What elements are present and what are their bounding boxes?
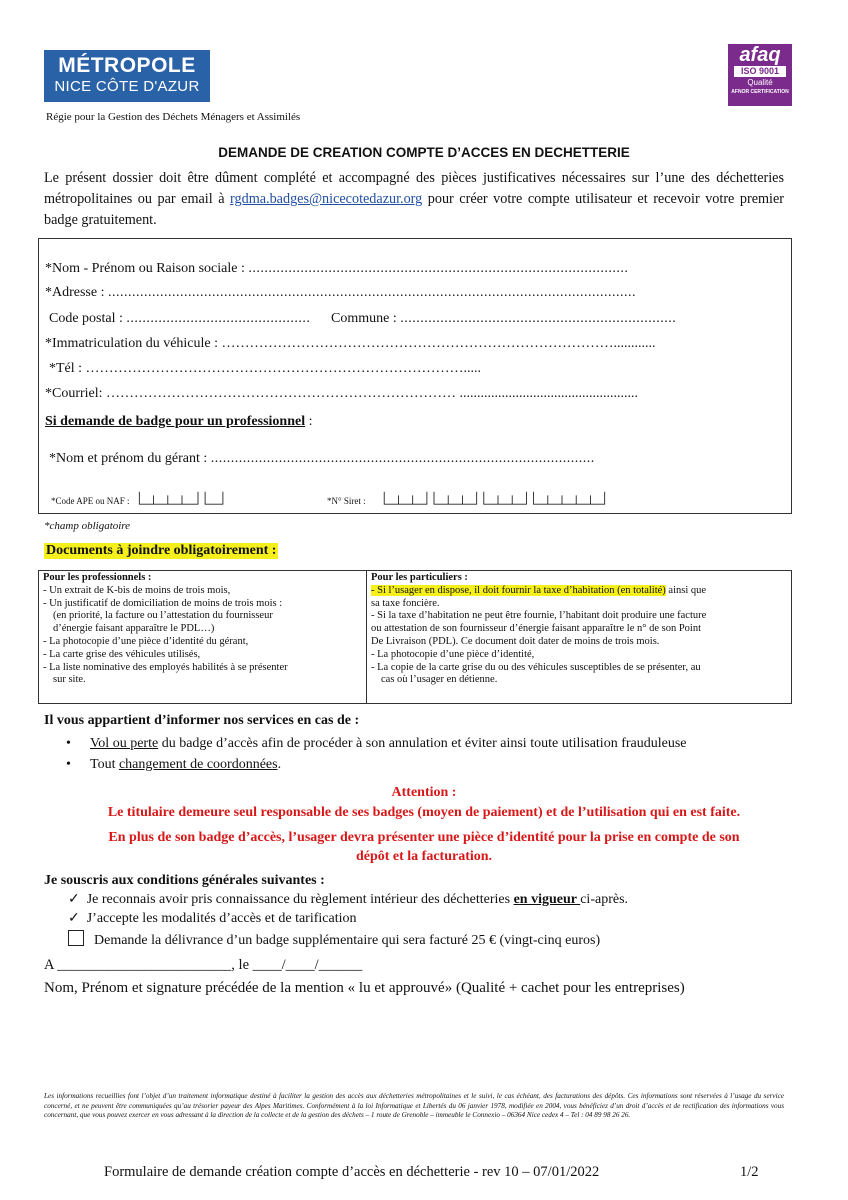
condition-1 xyxy=(68,890,628,909)
docs-part-item: cas où l’usager en détienne. xyxy=(381,674,498,686)
attention-line1: Le titulaire demeure seul responsable de ses badges (moyen de paiement) et de l’utilisation qui en est faite. xyxy=(107,805,741,820)
commune-field[interactable] xyxy=(331,311,676,327)
docs-part-item: ou attestation de son fournisseur d’énergie faisant apparaître le n° de son Point xyxy=(371,623,701,635)
tel-label: *Tél : xyxy=(49,361,83,376)
logo-line1: MÉTROPOLE xyxy=(58,54,196,77)
courriel-field[interactable] xyxy=(45,386,638,402)
adresse-label: *Adresse : xyxy=(45,285,105,300)
gerant-field[interactable] xyxy=(49,451,595,467)
afaq-line1: afaq xyxy=(739,44,781,66)
inform-change-pre: Tout xyxy=(90,757,119,772)
ape-label: *Code APE ou NAF : xyxy=(51,496,130,506)
nom-field[interactable] xyxy=(45,261,628,277)
email-link[interactable]: rgdma.badges@nicecotedazur.org xyxy=(230,191,423,207)
afaq-line2: ISO 9001 xyxy=(734,66,786,77)
code-postal-field[interactable] xyxy=(49,311,310,327)
adresse-dots: .................................................................................................................................... xyxy=(108,285,636,300)
adresse-field[interactable] xyxy=(45,285,636,301)
condition-1-rest: ci-après. xyxy=(580,892,629,907)
courriel-label: *Courriel: xyxy=(45,386,103,401)
commune-dots: ..................................................................... xyxy=(400,311,677,326)
docs-part-column xyxy=(367,571,791,703)
ape-digit-boxes[interactable] xyxy=(132,490,232,506)
siret-label: *N° Siret : xyxy=(327,496,366,506)
attention-title: Attention : xyxy=(391,785,457,800)
extra-badge-checkbox[interactable] xyxy=(68,930,84,946)
inform-item-change xyxy=(66,754,687,775)
check-icon: ✓ xyxy=(68,911,87,926)
condition-1-u: en vigueur xyxy=(513,892,581,907)
docs-part-item: - La copie de la carte grise du ou des véhicules susceptibles de se présenter, au xyxy=(371,661,701,673)
inform-loss-u: Vol ou perte xyxy=(90,736,159,751)
docs-part-item: sa taxe foncière. xyxy=(371,597,440,609)
condition-2-text: J’accepte les modalités d’accès et de tarification xyxy=(86,911,357,926)
docs-part-item: - Si la taxe d’habitation ne peut être fournie, l’habitant doit produire une facture xyxy=(371,610,707,622)
cp-dots: .............................................. xyxy=(126,311,311,326)
docs-pro-item: - La photocopie d’une pièce d’identité du gérant, xyxy=(43,635,249,647)
pro-colon: : xyxy=(305,414,313,429)
condition-1-pre: Je reconnais avoir pris connaissance du règlement intérieur des déchetteries xyxy=(86,892,514,907)
intro-paragraph xyxy=(44,168,784,231)
docs-pro-item: - La liste nominative des employés habilités à se présenter xyxy=(43,661,288,673)
logo-line2: NICE CÔTE D'AZUR xyxy=(54,78,200,95)
docs-part-header: Pour les particuliers : xyxy=(371,572,468,583)
form-box xyxy=(38,238,792,514)
intro-before: Le présent dossier doit être dûment complété et accompagné des pièces justificatives nécessaires sur l’une des déchetteries métropolitaines ou par email à xyxy=(44,170,784,207)
docs-pro-header: Pour les professionnels : xyxy=(43,572,152,583)
commune-label: Commune : xyxy=(331,311,397,326)
immat-dots: …………………………………………………………………………............ xyxy=(221,336,656,351)
immat-label: *Immatriculation du véhicule : xyxy=(45,336,219,351)
afaq-line3: Qualité xyxy=(747,78,773,87)
courriel-dots: ………………………………………………………………… ................................................... xyxy=(106,386,639,401)
docs-pro-item: d’énergie faisant apparaître le PDL…) xyxy=(53,623,215,635)
pro-title: Si demande de badge pour un professionnel xyxy=(45,414,306,429)
tel-dots: ………………………………………………………………………..... xyxy=(85,361,482,376)
docs-pro-item: (en priorité, la facture ou l’attestation du fournisseur xyxy=(53,610,273,622)
afaq-logo xyxy=(728,44,792,106)
docs-pro-item: - Un justificatif de domiciliation de moins de trois mois : xyxy=(43,597,283,609)
signature-place-date[interactable]: A ________________________, le ____/____/______ xyxy=(44,957,363,973)
regie-subtitle: Régie pour la Gestion des Déchets Ménagers et Assimilés xyxy=(46,111,301,123)
gerant-dots: ................................................................................................ xyxy=(210,451,595,466)
inform-change-u: changement de coordonnées xyxy=(118,757,278,772)
documents-table xyxy=(38,570,792,704)
signature-mention: Nom, Prénom et signature précédée de la mention « lu et approuvé» (Qualité + cachet pour les entreprises) xyxy=(44,980,685,996)
docs-pro-item: - La carte grise des véhicules utilisés, xyxy=(43,648,201,660)
nom-label: *Nom - Prénom ou Raison sociale : xyxy=(45,261,245,276)
metropole-logo xyxy=(44,50,210,102)
page-number: 1/2 xyxy=(740,1164,759,1180)
inform-loss-rest: du badge d’accès afin de procéder à son annulation et éviter ainsi toute utilisation frauduleuse xyxy=(158,736,687,751)
footer-text: Formulaire de demande création compte d’accès en déchetterie - rev 10 – 07/01/2022 xyxy=(104,1164,600,1180)
condition-3 xyxy=(68,930,628,950)
siret-digit-boxes[interactable] xyxy=(368,490,628,506)
tel-field[interactable] xyxy=(49,361,481,377)
conditions-title: Je souscris aux conditions générales suivantes : xyxy=(44,873,325,888)
documents-title: Documents à joindre obligatoirement : xyxy=(46,543,277,558)
intro-after: pour créer votre compte utilisateur et recevoir votre premier badge gratuitement. xyxy=(44,191,785,228)
inform-change-rest: . xyxy=(277,757,282,772)
attention-line3: dépôt et la facturation. xyxy=(355,849,493,864)
condition-3-text: Demande la délivrance d’un badge supplémentaire qui sera facturé 25 € (vingt-cinq euros) xyxy=(94,933,601,948)
nom-dots: ............................................................................................... xyxy=(248,261,629,276)
docs-part-hl-after: ainsi que xyxy=(665,584,707,596)
cp-label: Code postal : xyxy=(49,311,123,326)
docs-part-item: - La photocopie d’une pièce d’identité, xyxy=(371,648,535,660)
page-title: DEMANDE DE CREATION COMPTE D’ACCES EN DECHETTERIE xyxy=(218,145,630,160)
mandatory-note: *champ obligatoire xyxy=(44,520,131,532)
inform-list xyxy=(66,733,687,775)
docs-pro-item: sur site. xyxy=(53,674,86,686)
docs-part-highlight: - Si l’usager en dispose, il doit fournir la taxe d’habitation (en totalité) xyxy=(371,584,666,596)
attention-line2: En plus de son badge d’accès, l’usager devra présenter une pièce d’identité pour la prise en compte de son xyxy=(108,830,740,845)
inform-item-loss xyxy=(66,733,687,754)
docs-pro-column xyxy=(39,571,367,703)
docs-part-item xyxy=(371,585,787,598)
siret-field[interactable] xyxy=(327,490,628,506)
conditions-list xyxy=(68,890,628,950)
pro-section-title xyxy=(45,414,313,430)
afaq-line4: AFNOR CERTIFICATION xyxy=(731,89,789,95)
docs-part-item: De Livraison (PDL). Ce document doit dater de moins de trois mois. xyxy=(371,635,660,647)
gerant-label: *Nom et prénom du gérant : xyxy=(49,451,208,466)
check-icon: ✓ xyxy=(68,892,87,907)
inform-title: Il vous appartient d’informer nos services en cas de : xyxy=(44,713,360,728)
condition-2 xyxy=(68,909,628,928)
ape-field[interactable] xyxy=(51,490,232,506)
immatriculation-field[interactable] xyxy=(45,336,656,352)
legal-notice: Les informations recueillies font l’objet d’un traitement informatique destiné à faciliter la gestion des accès aux déchetteries métropolitaines et le suivi, le cas échéant, des facturations des dépôts. Ces informations sont réservées à l’usage du service concerné, et ne peuvent être communiquées qu’au trésorier payeur des Alpes Maritimes. Conformément à la loi Informatique et Libertés du 06 janvier 1978, modifiée en 2004, vous bénéficiez d’un droit d’accès et de rectification des informations vous concernant, que vous pouvez exercer en vous adressant à la direction de la collecte et de la gestion des déchets – 1 route de Grenoble – immeuble le Connexio – 06364 Nice cedex 4 – Tel : 04 89 98 26 26. xyxy=(44,1092,784,1119)
docs-pro-item: - Un extrait de K-bis de moins de trois mois, xyxy=(43,584,231,596)
